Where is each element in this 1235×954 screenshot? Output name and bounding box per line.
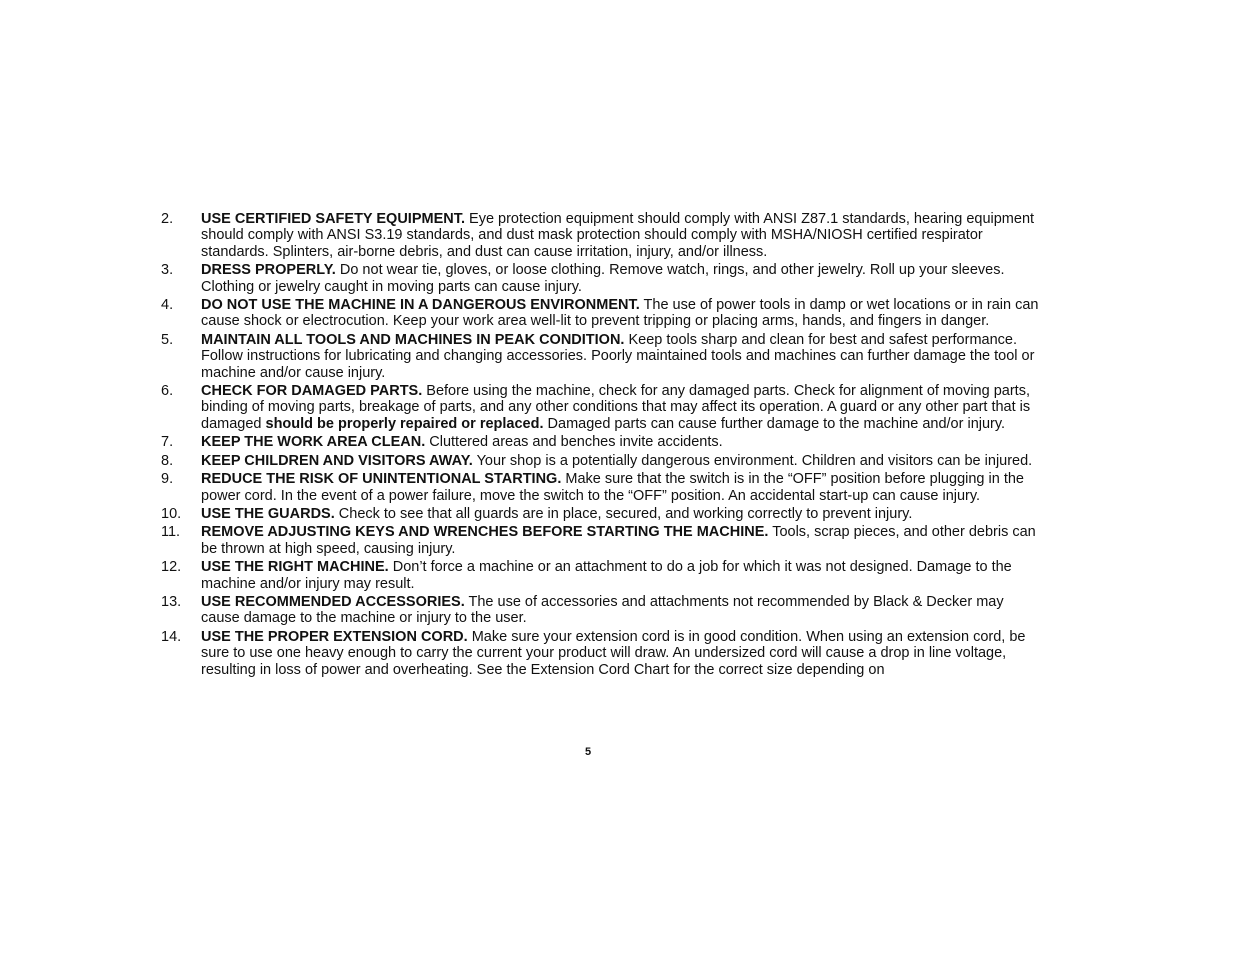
item-text: Before using the machine, check for any damaged parts. Check for alignment of moving parts, binding of moving parts, breakage of parts, and any other conditions that may affect its operation. A guard or any other part that is damaged xyxy=(201,383,1031,432)
item-number: 13. xyxy=(161,593,182,610)
item-number: 10. xyxy=(161,505,182,522)
item-heading: KEEP CHILDREN AND VISITORS AWAY. xyxy=(201,452,473,469)
item-text: Eye protection equipment should comply with ANSI Z87.1 standards, hearing equipment should comply with ANSI S3.19 standards, and dust mask protection should comply with MSHA/NIOSH certified respirator standards. Splinters, air-borne debris, and dust can cause irritation, injury, and/or illness. xyxy=(201,211,1035,260)
item-text: Your shop is a potentially dangerous environment. Children and visitors can be injured. xyxy=(472,452,1033,469)
item-number: 8. xyxy=(161,452,174,469)
safety-rules-list xyxy=(161,211,1041,680)
item-body xyxy=(201,211,1041,260)
item-text: Do not wear tie, gloves, or loose clothing. Remove watch, rings, and other jewelry. Roll up your sleeves. Clothing or jewelry caught in moving parts can cause injury. xyxy=(201,262,1005,295)
item-text: Make sure your extension cord is in good condition. When using an extension cord, be sure to use one heavy enough to carry the current your product will draw. An undersized cord will cause a drop in line voltage, resulting in loss of power and overheating. See the Extension Cord Chart for the correct size depending on xyxy=(201,628,1026,678)
list-item xyxy=(161,434,1041,450)
item-text: The use of power tools in damp or wet locations or in rain can cause shock or electrocution. Keep your work area well-lit to prevent tripping or placing arms, hands, and fingers in danger. xyxy=(201,297,1039,330)
item-heading: DO NOT USE THE MACHINE IN A DANGEROUS ENVIRONMENT. xyxy=(201,297,640,314)
item-text: Cluttered areas and benches invite accidents. xyxy=(425,434,723,451)
list-item xyxy=(161,297,1041,330)
item-body xyxy=(201,559,1041,592)
item-number: 12. xyxy=(161,559,182,576)
list-item xyxy=(161,559,1041,592)
item-heading: MAINTAIN ALL TOOLS AND MACHINES IN PEAK CONDITION. xyxy=(201,331,625,348)
item-text: Make sure that the switch is in the “OFF” position before plugging in the power cord. In the event of a power failure, move the switch to the “OFF” position. An accidental start-up can cause injury. xyxy=(201,471,1024,504)
page-number: 5 xyxy=(584,746,592,758)
list-item xyxy=(161,262,1041,295)
list-item xyxy=(161,383,1041,432)
item-body xyxy=(201,506,1041,522)
list-item xyxy=(161,211,1041,260)
item-body xyxy=(201,434,1041,450)
item-heading: USE THE PROPER EXTENSION CORD. xyxy=(201,628,468,645)
item-number: 9. xyxy=(161,471,174,488)
item-body xyxy=(201,471,1041,504)
item-number: 4. xyxy=(161,297,174,314)
item-number: 3. xyxy=(161,262,174,279)
list-item xyxy=(161,506,1041,522)
item-text: Keep tools sharp and clean for best and safest performance. Follow instructions for lubricating and changing accessories. Poorly maintained tools and machines can further damage the tool or machine and/or cause injury. xyxy=(201,331,1035,381)
item-body xyxy=(201,297,1041,330)
item-number: 2. xyxy=(161,211,174,227)
item-heading: REMOVE ADJUSTING KEYS AND WRENCHES BEFORE STARTING THE MACHINE. xyxy=(201,524,769,541)
item-heading: USE CERTIFIED SAFETY EQUIPMENT. xyxy=(201,211,465,227)
item-heading: CHECK FOR DAMAGED PARTS. xyxy=(201,383,423,400)
item-text: The use of accessories and attachments not recommended by Black & Decker may cause damage to the machine or injury to the user. xyxy=(201,593,1004,627)
list-item xyxy=(161,594,1041,627)
list-item xyxy=(161,453,1041,469)
list-item xyxy=(161,332,1041,381)
item-body xyxy=(201,524,1041,557)
item-number: 14. xyxy=(161,628,182,645)
item-heading: USE THE GUARDS. xyxy=(201,505,335,522)
item-number: 5. xyxy=(161,331,174,348)
item-heading: USE RECOMMENDED ACCESSORIES. xyxy=(201,593,465,610)
item-text-continued: Damaged parts can cause further damage to the machine and/or injury. xyxy=(543,415,1006,432)
item-text: Tools, scrap pieces, and other debris can be thrown at high speed, causing injury. xyxy=(201,524,1036,557)
item-body xyxy=(201,594,1041,627)
item-body xyxy=(201,629,1041,678)
item-number: 6. xyxy=(161,383,174,400)
list-item xyxy=(161,629,1041,678)
list-item xyxy=(161,471,1041,504)
item-heading: KEEP THE WORK AREA CLEAN. xyxy=(201,434,426,451)
list-item xyxy=(161,524,1041,557)
item-body xyxy=(201,332,1041,381)
item-heading: USE THE RIGHT MACHINE. xyxy=(201,559,389,576)
item-heading: REDUCE THE RISK OF UNINTENTIONAL STARTING. xyxy=(201,471,562,488)
item-emphasis: should be properly repaired or replaced. xyxy=(265,415,544,432)
item-number: 11. xyxy=(161,524,181,541)
item-text: Check to see that all guards are in place, secured, and working correctly to prevent injury. xyxy=(334,505,913,522)
item-heading: DRESS PROPERLY. xyxy=(201,262,336,279)
item-body xyxy=(201,453,1041,469)
item-body xyxy=(201,262,1041,295)
item-body xyxy=(201,383,1041,432)
item-number: 7. xyxy=(161,434,174,451)
item-text: Don’t force a machine or an attachment to do a job for which it was not designed. Damage to the machine and/or injury may result. xyxy=(201,559,1012,592)
